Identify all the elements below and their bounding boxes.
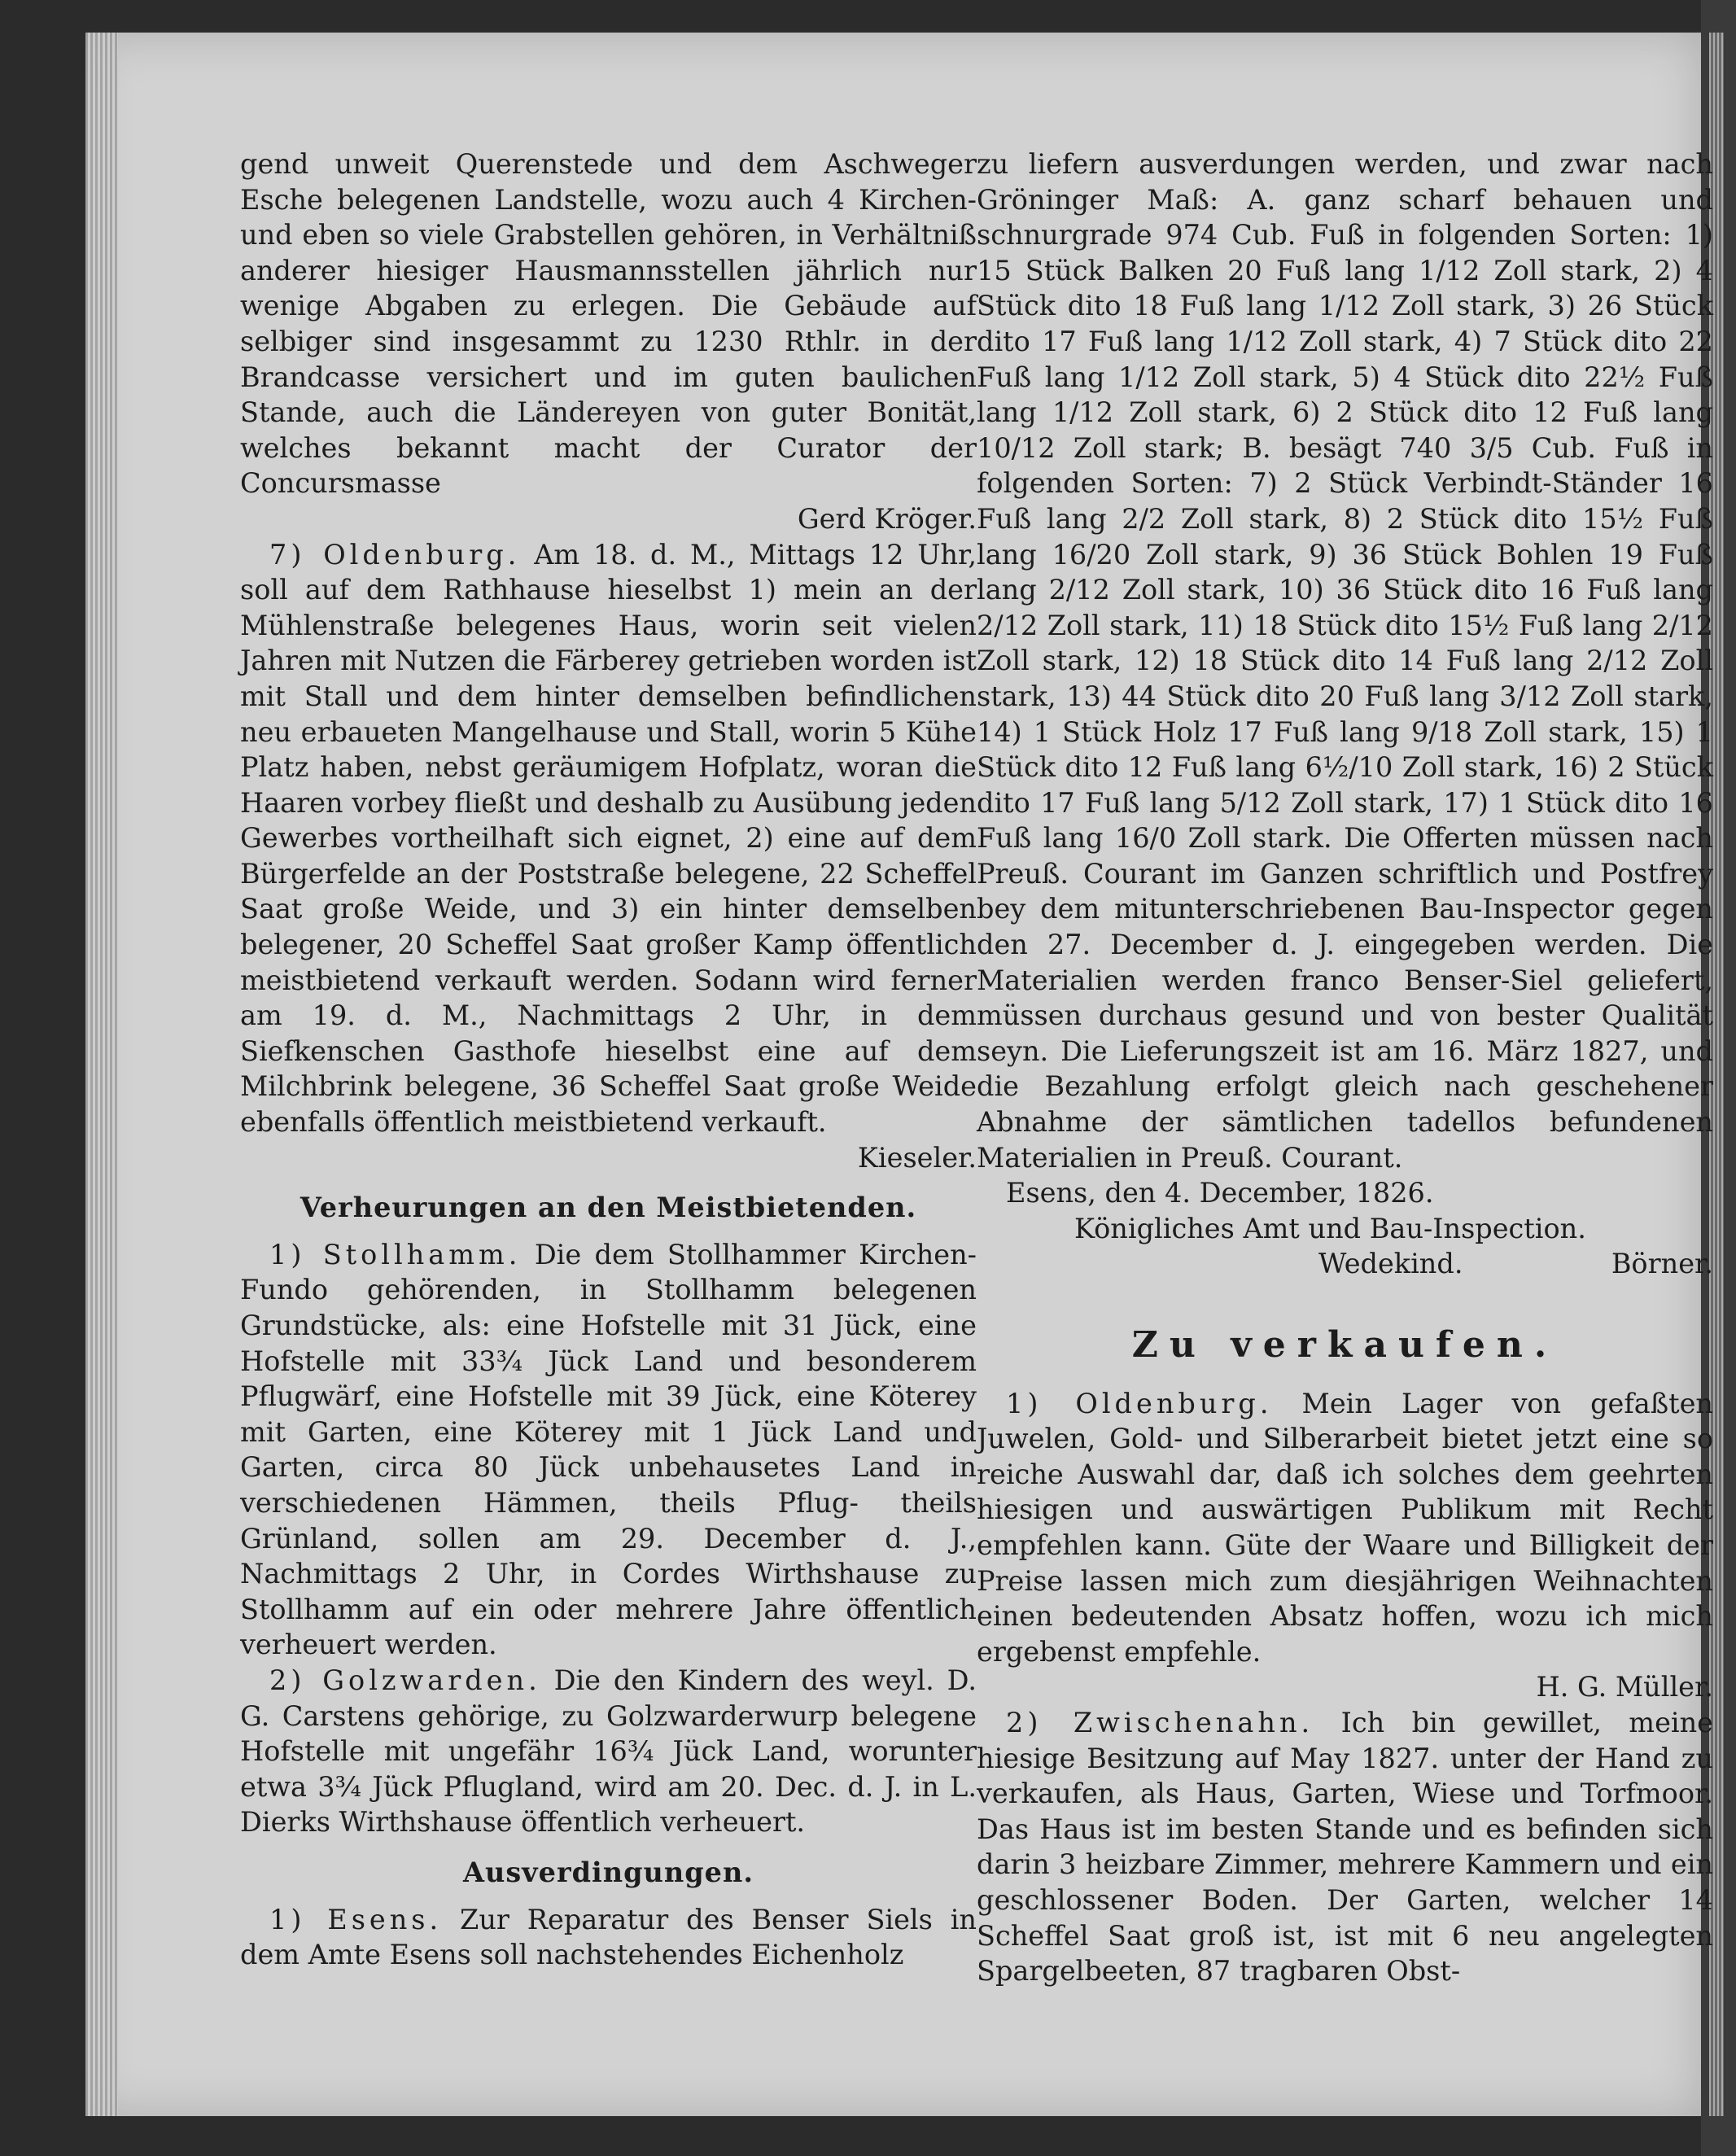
signature-boerner: Börner. xyxy=(1611,1248,1713,1280)
esens-date-line: Esens, den 4. December, 1826. xyxy=(1006,1177,1434,1209)
notice-esens xyxy=(240,1902,977,1973)
sale-zwischenahn xyxy=(977,1705,1713,1989)
right-column xyxy=(977,147,1713,1989)
sale-oldenburg-label: 1) Oldenburg. xyxy=(1006,1387,1273,1419)
notice-golzwarden xyxy=(240,1663,977,1840)
continued-notice-signature: Gerd Kröger. xyxy=(797,502,977,535)
notice-oldenburg-signature: Kieseler. xyxy=(857,1141,977,1174)
notice-golzwarden-label: 2) Golzwarden. xyxy=(269,1664,541,1696)
section-heading-ausverdingungen: Ausverdingungen. xyxy=(462,1856,754,1888)
esens-continued-text: zu liefern ausverdungen werden, und zwar nach Gröninger Maß: A. ganz scharf behauen und schnurgrade 974 Cub. Fuß in folgenden Sorten: 1) 15 Stück Balken 20 Fuß lang 1/12 Zoll stark, 2) 4 Stück dito 18 Fuß lang 1/12 Zoll stark, 3) 26 Stück dito 17 Fuß lang 1/12 Zoll stark, 4) 7 Stück dito 22 Fuß lang 1/12 Zoll stark, 5) 4 Stück dito 22½ Fuß lang 1/12 Zoll stark, 6) 2 Stück dito 12 Fuß lang 10/12 Zoll stark; B. besägt 740 3/5 Cub. Fuß in folgenden Sorten: 7) 2 Stück Verbindt-Ständer 16 Fuß lang 2/2 Zoll stark, 8) 2 Stück dito 15½ Fuß lang 16/20 Zoll stark, 9) 36 Stück Bohlen 19 Fuß lang 2/12 Zoll stark, 10) 36 Stück dito 16 Fuß lang 2/12 Zoll stark, 11) 18 Stück dito 15½ Fuß lang 2/12 Zoll stark, 12) 18 Stück dito 14 Fuß lang 2/12 Zoll stark, 13) 44 Stück dito 20 Fuß lang 3/12 Zoll stark, 14) 1 Stück Holz 17 Fuß lang 9/18 Zoll stark, 15) 1 Stück dito 12 Fuß lang 6½/10 Zoll stark, 16) 2 Stück dito 17 Fuß lang 5/12 Zoll stark, 17) 1 Stück dito 16 Fuß lang 16/0 Zoll stark. Die Offerten müssen nach Preuß. Courant im Ganzen schriftlich und Postfrey bey dem mitunterschriebenen Bau-Inspector gegen den 27. December d. J. eingegeben werden. Die Materialien werden franco Benser-Siel geliefert, müssen durchaus gesund und von bester Qualität seyn. Die Lieferungszeit ist am 16. März 1827, und die Bezahlung erfolgt gleich nach geschehener Abnahme der sämtlichen tadellos befundenen Materialien in Preuß. Courant. xyxy=(977,148,1713,1174)
sale-oldenburg xyxy=(977,1386,1713,1670)
section-heading-zu-verkaufen: Zu verkaufen. xyxy=(1131,1324,1559,1366)
sale-zwischenahn-text: Ich bin gewillet, meine hiesige Besitzung auf May 1827. unter der Hand zu verkaufen, als Haus, Garten, Wiese und Torfmoor. Das Haus ist im besten Stande und es befinden sich darin 3 heizbare Zimmer, mehrere Kammern und ein geschlossener Boden. Der Garten, welcher 14 Scheffel Saat groß ist, ist mit 6 neu angelegten Spargelbeeten, 87 tragbaren Obst- xyxy=(977,1706,1714,1988)
left-column xyxy=(240,147,977,1973)
continued-notice-text: gend unweit Querenstede und dem Aschweger Esche belegenen Landstelle, wozu auch 4 Kirchen- und eben so viele Grabstellen gehören, in Verhältniß anderer hiesiger Hausmannsstellen jährlich nur wenige Abgaben zu erlegen. Die Gebäude auf selbiger sind insgesammt zu 1230 Rthlr. in der Brandcasse versichert und im guten baulichen Stande, auch die Ländereyen von guter Bonität, welches bekannt macht der Curator der Concursmasse xyxy=(240,148,977,500)
notice-stollhamm-label: 1) Stollhamm. xyxy=(269,1238,522,1270)
notice-golzwarden-text: Die den Kindern des weyl. D. G. Carstens gehörige, zu Golzwarderwurp belegene Hofstelle mit ungefähr 16¾ Jück Land, worunter etwa 3¾ Jück Pflugland, wird am 20. Dec. d. J. in L. Dierks Wirthshause öffentlich verheuert. xyxy=(240,1664,977,1839)
esens-signatures xyxy=(977,1246,1713,1282)
sale-oldenburg-signature: H. G. Müller. xyxy=(1536,1671,1713,1703)
page-stack-edge-left xyxy=(85,33,118,2116)
notice-esens-label: 1) Esens. xyxy=(269,1903,443,1935)
notice-oldenburg-label: 7) Oldenburg. xyxy=(269,538,521,571)
sale-zwischenahn-label: 2) Zwischenahn. xyxy=(1006,1706,1314,1738)
notice-esens-text: Zur Reparatur des Benser Siels in dem Amte Esens soll nachstehendes Eichenholz xyxy=(240,1903,977,1971)
notice-oldenburg-text: Am 18. d. M., Mittags 12 Uhr, soll auf dem Rathhause hieselbst 1) mein an der Mühlenstraße belegenes Haus, worin seit vielen Jahren mit Nutzen die Färberey getrieben worden ist mit Stall und dem hinter demselben befindlichen neu erbaueten Mangelhause und Stall, worin 5 Kühe Platz haben, nebst geräumigem Hofplatz, woran die Haaren vorbey fließt und deshalb zu Ausübung jeden Gewerbes vortheilhaft sich eignet, 2) eine auf dem Bürgerfelde an der Poststraße belegene, 22 Scheffel Saat große Weide, und 3) ein hinter demselben belegener, 20 Scheffel Saat großer Kamp öffentlich meistbietend verkauft werden. Sodann wird ferner am 19. d. M., Nachmittags 2 Uhr, in dem Siefkenschen Gasthofe hieselbst eine auf dem Milchbrink belegene, 36 Scheffel Saat große Weide ebenfalls öffentlich meistbietend verkauft. xyxy=(240,538,977,1139)
notice-stollhamm-text: Die dem Stollhammer Kirchen-Fundo gehörenden, in Stollhamm belegenen Grundstücke, als: eine Hofstelle mit 31 Jück, eine Hofstelle mit 33¾ Jück Land und besonderem Pflugwärf, eine Hofstelle mit 39 Jück, eine Köterey mit Garten, eine Köterey mit 1 Jück Land und Garten, circa 80 Jück unbehausetes Land in verschiedenen Hämmen, theils Pflug- theils Grünland, sollen am 29. December d. J., Nachmittags 2 Uhr, in Cordes Wirthshause zu Stollhamm auf ein oder mehrere Jahre öffentlich verheuert werden. xyxy=(240,1238,977,1661)
section-heading-verheurungen: Verheurungen an den Meistbietenden. xyxy=(300,1192,917,1224)
notice-oldenburg xyxy=(240,537,977,1140)
esens-authority: Königliches Amt und Bau-Inspection. xyxy=(1074,1212,1586,1244)
sale-oldenburg-text: Mein Lager von gefaßten Juwelen, Gold- und Silberarbeit bietet jetzt eine so reiche Auswahl dar, daß ich solches dem geehrten hiesigen und auswärtigen Publikum mit Recht empfehlen kann. Güte der Waare und Billigkeit der Preise lassen mich zum diesjährigen Weihnachten einen bedeutenden Absatz hoffen, wozu ich mich ergebenst empfehle. xyxy=(977,1387,1713,1668)
signature-wedekind: Wedekind. xyxy=(1318,1248,1463,1280)
notice-stollhamm xyxy=(240,1237,977,1663)
